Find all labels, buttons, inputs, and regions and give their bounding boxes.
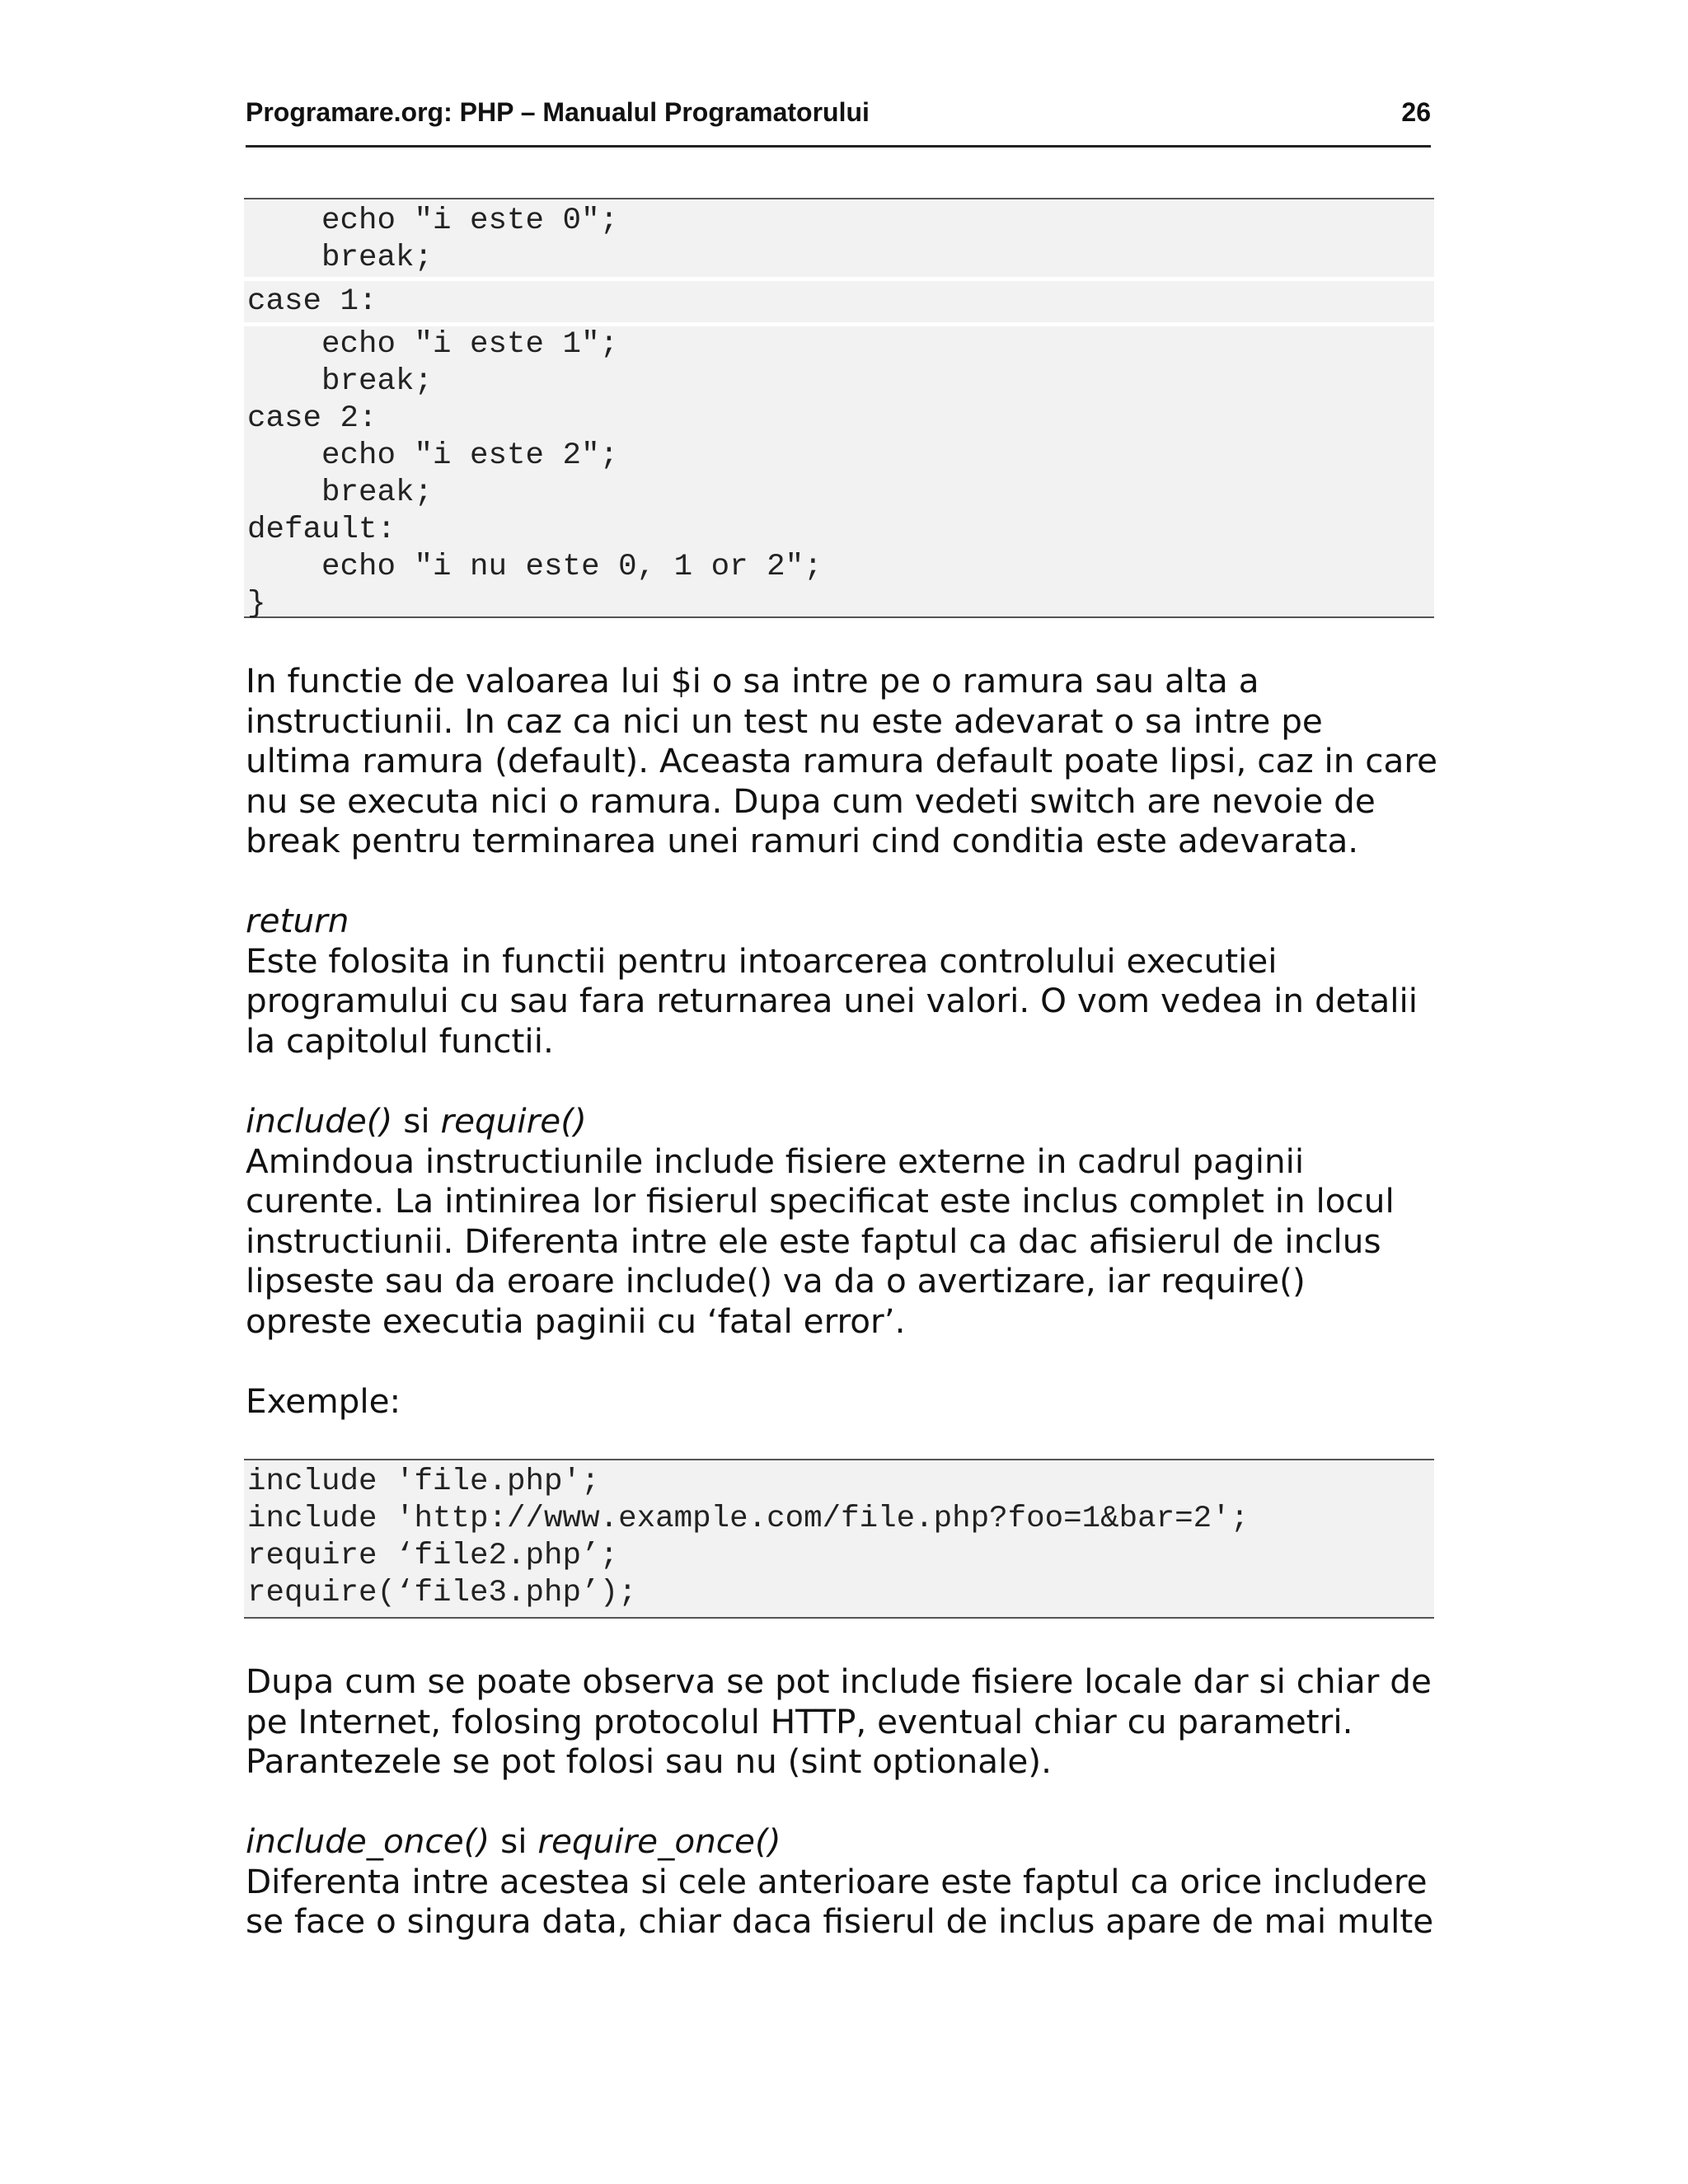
code-line: require ‘file2.php’;: [247, 1539, 619, 1573]
text-line: instructiunii. Diferenta intre ele este faptul ca dac afisierul de inclus: [246, 1221, 1381, 1261]
text-line: nu se executa nici o ramura. Dupa cum vedeti switch are nevoie de: [246, 780, 1376, 821]
text-line: Dupa cum se poate observa se pot include fisiere locale dar si chiar de: [246, 1661, 1432, 1701]
page-header: [246, 97, 1431, 128]
heading-require-once: require_once(): [537, 1821, 781, 1861]
section-return: [246, 901, 1449, 1061]
text-line: curente. La intinirea lor fisierul specificat este inclus complet in locul: [246, 1181, 1395, 1221]
code-line: include 'file.php';: [247, 1465, 600, 1499]
text-line: In functie de valoarea lui $i o sa intre pe o ramura sau alta a: [246, 661, 1259, 701]
text-line: opreste executia paginii cu ‘fatal error’.: [246, 1301, 906, 1341]
code-line: break;: [247, 364, 434, 399]
text-line: pe Internet, folosing protocolul HTTP, eventual chiar cu parametri.: [246, 1701, 1353, 1741]
text-line: programului cu sau fara returnarea unei valori. O vom vedea in detalii: [246, 981, 1418, 1021]
paragraph-after-examples: [246, 1661, 1449, 1782]
heading-include-once: include_once(): [246, 1821, 490, 1861]
text-line: lipseste sau da eroare include() va da o avertizare, iar require(): [246, 1261, 1306, 1301]
section-heading: return: [246, 901, 349, 940]
code-line: case 2:: [247, 401, 377, 436]
code-line: case 1:: [247, 284, 377, 319]
examples-label: Exemple:: [246, 1381, 401, 1421]
code-line: include 'http://www.example.com/file.php?foo=1&bar=2';: [247, 1502, 1250, 1536]
examples-label-block: [246, 1381, 1449, 1422]
code-line: echo "i este 2";: [247, 438, 619, 473]
header-divider: [246, 145, 1431, 148]
text-line: se face o singura data, chiar daca fisierul de inclus apare de mai multe: [246, 1901, 1434, 1942]
code-line: require(‘file3.php’);: [247, 1576, 637, 1610]
code-line: echo "i este 0";: [247, 204, 619, 238]
text-line: Amindoua instructiunile include fisiere externe in cadrul paginii: [246, 1141, 1305, 1181]
text-line: ultima ramura (default). Aceasta ramura default poate lipsi, caz in care: [246, 741, 1438, 781]
text-line: Parantezele se pot folosi sau nu (sint optionale).: [246, 1741, 1052, 1782]
paragraph-switch: [246, 661, 1449, 861]
section-heading: [246, 1821, 1449, 1862]
code-line: }: [247, 587, 266, 621]
text-line: instructiunii. In caz ca nici un test nu este adevarat o sa intre pe: [246, 701, 1323, 741]
code-line: echo "i nu este 0, 1 or 2";: [247, 550, 823, 584]
section-include-require: [246, 1101, 1449, 1342]
header-title: Programare.org: PHP – Manualul Programatorului: [246, 97, 870, 127]
heading-include: include(): [246, 1101, 393, 1141]
section-include-once: [246, 1821, 1449, 1942]
text-line: break pentru terminarea unei ramuri cind conditia este adevarata.: [246, 821, 1359, 861]
heading-conjunction: si: [490, 1821, 538, 1861]
text-line: Diferenta intre acestea si cele anterioare este faptul ca orice includere: [246, 1861, 1428, 1901]
code-block-include-examples: [244, 1459, 1434, 1619]
text-line: la capitolul functii.: [246, 1020, 554, 1061]
code-line: default:: [247, 513, 396, 547]
section-heading: [246, 1101, 1449, 1141]
code-line: break;: [247, 241, 434, 275]
heading-require: require(): [440, 1101, 587, 1141]
heading-conjunction: si: [392, 1101, 441, 1141]
code-line: echo "i este 1";: [247, 327, 619, 362]
code-line: break;: [247, 476, 434, 510]
page-number: 26: [1401, 97, 1431, 127]
text-line: Este folosita in functii pentru intoarcerea controlului executiei: [246, 940, 1278, 981]
code-block-switch: [244, 198, 1434, 621]
